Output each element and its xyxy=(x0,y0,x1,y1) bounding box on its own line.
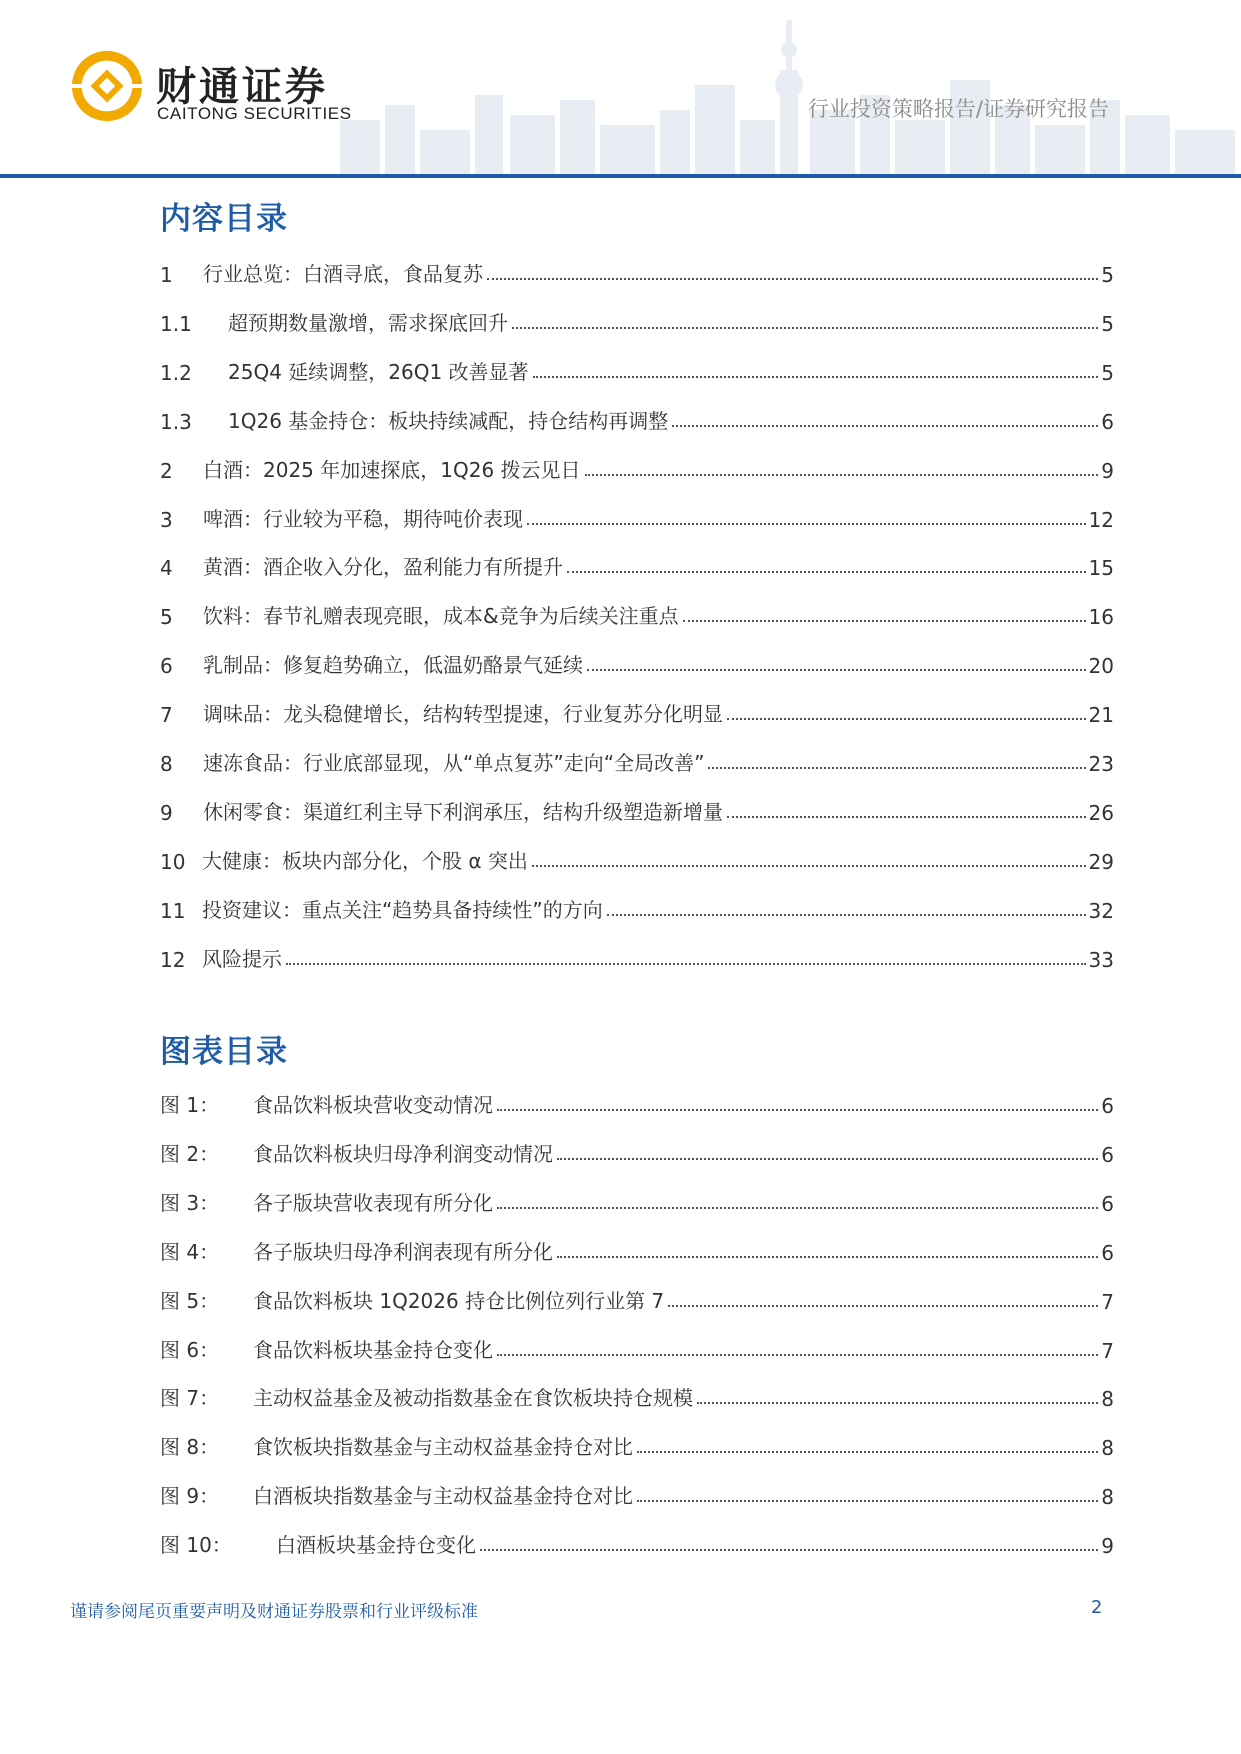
toc-entry[interactable] xyxy=(160,844,1114,874)
dot-leader xyxy=(497,1108,1098,1111)
entry-page-number: 12 xyxy=(1088,507,1114,532)
dot-leader xyxy=(286,962,1086,965)
toc-entry[interactable] xyxy=(160,648,1114,678)
dot-leader xyxy=(672,424,1098,427)
entry-number: 图 4： xyxy=(160,1239,220,1264)
entry-title: 1Q26 基金持仓：板块持续减配，持仓结构再调整 xyxy=(228,408,669,433)
entry-number: 图 8： xyxy=(160,1435,220,1460)
entry-page-number: 33 xyxy=(1088,947,1114,972)
entry-number: 11 xyxy=(160,898,186,923)
entry-page-number: 9 xyxy=(1101,458,1114,483)
dot-leader xyxy=(480,1548,1098,1551)
entry-page-number: 8 xyxy=(1101,1485,1114,1510)
page-header xyxy=(0,0,1241,182)
entry-number: 图 1： xyxy=(160,1093,220,1117)
contents-title: 内容目录 xyxy=(160,201,288,237)
toc-entry[interactable] xyxy=(160,257,1114,287)
toc-entry[interactable] xyxy=(160,502,1114,532)
entry-title: 黄酒：酒企收入分化，盈利能力有所提升 xyxy=(203,555,563,580)
figure-entry[interactable] xyxy=(160,1088,1114,1118)
dot-leader xyxy=(607,913,1086,916)
entry-number: 1.3 xyxy=(160,409,192,434)
dot-leader xyxy=(512,326,1098,329)
entry-page-number: 26 xyxy=(1088,800,1114,825)
figure-entry[interactable] xyxy=(160,1235,1114,1265)
figure-entry[interactable] xyxy=(160,1186,1114,1216)
entry-title: 大健康：板块内部分化，个股 α 突出 xyxy=(202,848,528,873)
figure-entry[interactable] xyxy=(160,1479,1114,1509)
entry-title: 白酒板块指数基金与主动权益基金持仓对比 xyxy=(253,1484,633,1509)
entry-page-number: 23 xyxy=(1088,752,1114,776)
dot-leader xyxy=(557,1255,1098,1258)
entry-title: 调味品：龙头稳健增长，结构转型提速，行业复苏分化明显 xyxy=(203,702,723,727)
toc-entry[interactable] xyxy=(160,697,1114,727)
entry-title: 白酒：2025 年加速探底，1Q26 拨云见日 xyxy=(203,457,581,482)
entry-page-number: 8 xyxy=(1101,1436,1114,1461)
entry-title: 各子版块归母净利润表现有所分化 xyxy=(253,1239,553,1264)
entry-page-number: 21 xyxy=(1088,703,1114,728)
figure-entry[interactable] xyxy=(160,1430,1114,1460)
dot-leader xyxy=(708,766,1085,769)
figure-entry[interactable] xyxy=(160,1381,1114,1411)
entry-page-number: 15 xyxy=(1088,556,1114,581)
toc-entry[interactable] xyxy=(160,306,1114,336)
dot-leader xyxy=(637,1499,1098,1502)
toc-entry[interactable] xyxy=(160,893,1114,923)
entry-page-number: 6 xyxy=(1101,1191,1114,1216)
entry-page-number: 8 xyxy=(1101,1387,1114,1412)
entry-number: 12 xyxy=(160,947,186,972)
entry-page-number: 5 xyxy=(1101,311,1114,336)
toc-entry[interactable] xyxy=(160,795,1114,825)
entry-number: 图 5： xyxy=(160,1288,220,1313)
toc-entry[interactable] xyxy=(160,942,1114,972)
page-number: 2 xyxy=(1091,1597,1103,1618)
toc-entry[interactable] xyxy=(160,746,1114,776)
dot-leader xyxy=(533,375,1099,378)
entry-number: 4 xyxy=(160,556,173,581)
entry-title: 食品饮料板块营收变动情况 xyxy=(253,1093,493,1117)
entry-title: 休闲零食：渠道红利主导下利润承压，结构升级塑造新增量 xyxy=(203,799,723,824)
entry-page-number: 6 xyxy=(1101,1240,1114,1265)
brand-name-en: CAITONG SECURITIES xyxy=(157,104,352,123)
entry-title: 各子版块营收表现有所分化 xyxy=(253,1190,493,1215)
dot-leader xyxy=(567,570,1086,573)
entry-title: 饮料：春节礼赠表现亮眼，成本&竞争为后续关注重点 xyxy=(203,604,679,629)
entry-page-number: 32 xyxy=(1088,898,1114,923)
dot-leader xyxy=(557,1157,1098,1160)
entry-page-number: 5 xyxy=(1101,263,1114,287)
header-divider xyxy=(0,174,1241,178)
entry-number: 1 xyxy=(160,263,173,287)
dot-leader xyxy=(637,1450,1098,1453)
dot-leader xyxy=(497,1206,1098,1209)
entry-title: 25Q4 延续调整，26Q1 改善显著 xyxy=(228,359,529,384)
entry-number: 1.2 xyxy=(160,360,192,385)
toc-entry[interactable] xyxy=(160,599,1114,629)
entry-number: 5 xyxy=(160,605,173,630)
entry-number: 1.1 xyxy=(160,311,192,336)
figure-entry[interactable] xyxy=(160,1528,1114,1558)
entry-page-number: 6 xyxy=(1101,409,1114,434)
entry-title: 乳制品：修复趋势确立，低温奶酪景气延续 xyxy=(203,653,583,678)
figure-entry[interactable] xyxy=(160,1333,1114,1363)
entry-page-number: 29 xyxy=(1088,849,1114,874)
entry-number: 3 xyxy=(160,507,173,532)
entry-page-number: 6 xyxy=(1101,1094,1114,1118)
entry-title: 主动权益基金及被动指数基金在食饮板块持仓规模 xyxy=(253,1386,693,1411)
entry-number: 7 xyxy=(160,703,173,728)
entry-title: 行业总览：白酒寻底，食品复苏 xyxy=(203,262,483,286)
entry-page-number: 7 xyxy=(1101,1338,1114,1363)
toc-entry[interactable] xyxy=(160,453,1114,483)
footer-disclaimer: 谨请参阅尾页重要声明及财通证券股票和行业评级标准 xyxy=(70,1602,478,1622)
entry-title: 啤酒：行业较为平稳，期待吨价表现 xyxy=(203,506,523,531)
dot-leader xyxy=(587,668,1086,671)
entry-number: 图 2： xyxy=(160,1141,220,1166)
entry-number: 9 xyxy=(160,800,173,825)
dot-leader xyxy=(527,522,1086,525)
entry-number: 图 3： xyxy=(160,1190,220,1215)
entry-page-number: 6 xyxy=(1101,1142,1114,1167)
entry-title: 食饮板块指数基金与主动权益基金持仓对比 xyxy=(253,1435,633,1460)
entry-title: 食品饮料板块基金持仓变化 xyxy=(253,1337,493,1362)
entry-page-number: 7 xyxy=(1101,1289,1114,1314)
entry-number: 图 9： xyxy=(160,1484,220,1509)
dot-leader xyxy=(497,1353,1098,1356)
entry-number: 图 6： xyxy=(160,1337,220,1362)
dot-leader xyxy=(697,1401,1098,1404)
dot-leader xyxy=(727,815,1086,818)
dot-leader xyxy=(727,717,1086,720)
toc-entry[interactable] xyxy=(160,550,1114,580)
entry-number: 图 10： xyxy=(160,1533,232,1558)
caitong-logo-icon xyxy=(68,46,146,126)
entry-page-number: 20 xyxy=(1088,654,1114,679)
dot-leader xyxy=(585,473,1099,476)
toc-entry[interactable] xyxy=(160,355,1114,385)
entry-number: 图 7： xyxy=(160,1386,220,1411)
entry-title: 风险提示 xyxy=(202,946,282,971)
figures-title: 图表目录 xyxy=(160,1034,288,1070)
entry-title: 速冻食品：行业底部显现，从“单点复苏”走向“全局改善” xyxy=(203,751,705,775)
entry-number: 8 xyxy=(160,752,173,776)
entry-page-number: 5 xyxy=(1101,360,1114,385)
report-type-label: 行业投资策略报告/证券研究报告 xyxy=(807,97,1109,121)
entry-number: 10 xyxy=(160,849,186,874)
dot-leader xyxy=(683,619,1086,622)
dot-leader xyxy=(532,864,1086,867)
entry-number: 6 xyxy=(160,654,173,679)
dot-leader xyxy=(487,277,1098,280)
toc-entry[interactable] xyxy=(160,404,1114,434)
entry-title: 食品饮料板块归母净利润变动情况 xyxy=(253,1141,553,1166)
entry-title: 投资建议：重点关注“趋势具备持续性”的方向 xyxy=(202,897,603,922)
entry-number: 2 xyxy=(160,458,173,483)
dot-leader xyxy=(668,1304,1098,1307)
entry-title: 食品饮料板块 1Q2026 持仓比例位列行业第 7 xyxy=(253,1288,665,1313)
brand-name-cn: 财通证券 xyxy=(156,64,328,110)
figure-entry[interactable] xyxy=(160,1137,1114,1167)
entry-page-number: 9 xyxy=(1101,1534,1114,1559)
entry-page-number: 16 xyxy=(1088,605,1114,630)
entry-title: 白酒板块基金持仓变化 xyxy=(276,1533,476,1558)
entry-title: 超预期数量激增，需求探底回升 xyxy=(228,310,508,335)
figure-entry[interactable] xyxy=(160,1284,1114,1314)
